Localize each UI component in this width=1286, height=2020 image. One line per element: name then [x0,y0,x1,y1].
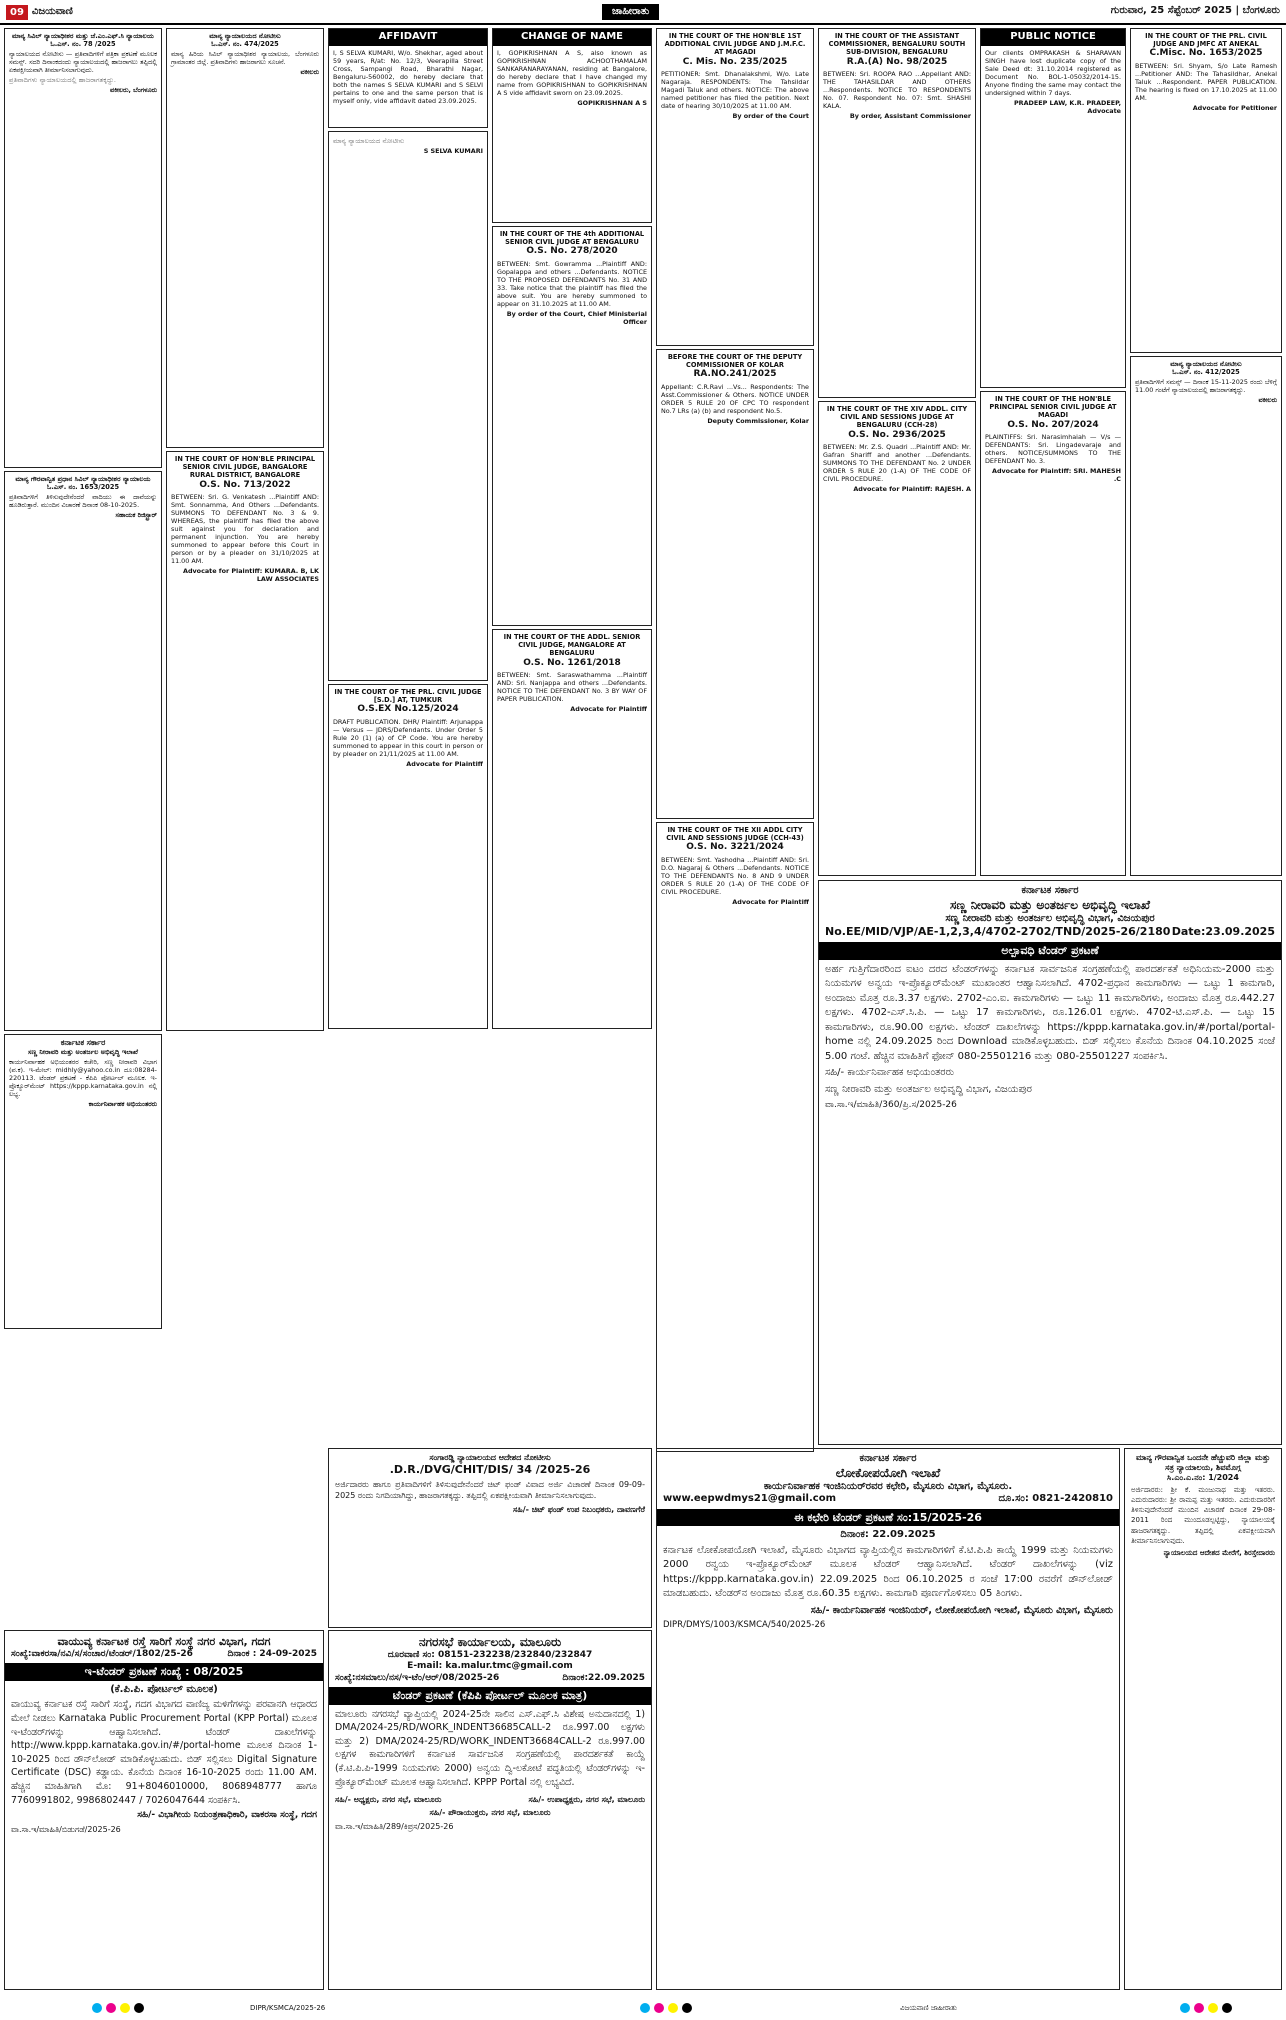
tender-office: ಕಾರ್ಯನಿರ್ವಾಹಕ ಇಂಜಿನಿಯರ್‌ರವರ ಕಛೇರಿ, ಮೈಸೂರು ವಿಭಾಗ, ಮೈಸೂರು. [763,1480,1013,1492]
tender-date: ದಿನಾಂಕ:22.09.2025 [562,1672,645,1683]
masthead-logo [6,4,73,20]
tender-ad [4,1034,162,1329]
notice-body: BETWEEN: Smt. Saraswathamma ...Plaintiff AND: Sri. Nanjappa and others ...Defendants. NOTICE TO THE DEFENDANT No. 3 BY WAY OF PAPER PUBLICATION. [497,670,647,703]
notice-ad [818,401,976,876]
black-mark-icon [682,2003,692,2013]
notice-filler: ಮಾನ್ಯ ನ್ಯಾಯಾಲಯದ ನೋಟೀಸು [333,137,405,145]
tender-signature: ಸಹಿ/- ಕಾರ್ಯನಿರ್ವಾಹಕ ಇಂಜಿನಿಯರ್, ಲೋಕೋಪಯೋಗಿ ಇಲಾಖೆ, ಮೈಸೂರು ವಿಭಾಗ, ಮೈಸೂರು [810,1604,1113,1616]
column-7 [980,28,1126,879]
tender-banner: ಇ-ಟೆಂಡರ್ ಪ್ರಕಟಣೆ ಸಂಖ್ಯೆ : 08/2025 [5,1663,323,1681]
notice-body: PETITIONER: Smt. Dhanalakshmi, W/o. Late Nagaraja. RESPONDENTS: The Tahsildar Magadi Taluk and others. NOTICE: The above named petitioner has filed the petition. Next date of hearing 30/10/2025 at 11.00 AM. [661,69,809,110]
notice-body: I, GOPIKRISHNAN A S, also known as GOPIKRISHNAN ACHOOTHAMALAM SANKARANARAYANAN, residing at Bangalore, do hereby declare that I have changed my name from GOPIKRISHNAN to GOPIKRISHNAN A S vide affidavit sworn on 23.09.2025. [497,48,647,97]
notice-case-number: ಓ.ಎಸ್. ನಂ. 1653/2025 [46,483,120,492]
tender-signature: ಸಹಿ/- ವಿಭಾಗೀಯ ನಿಯಂತ್ರಣಾಧಿಕಾರಿ, ವಾಕರಸಾ ಸಂಸ್ಥೆ, ಗದಗ [137,1810,317,1821]
notice-case-number: O.S. No. 713/2022 [199,479,291,490]
tender-ref-row [11,1649,317,1660]
tender-department: ಲೋಕೋಪಯೋಗಿ ಇಲಾಖೆ [835,1465,941,1480]
notice-body: BETWEEN: Smt. Gowramma ...Plaintiff AND: Gopalappa and others ...Defendants. NOTICE TO THE PROPOSED DEFENDANTS No. 31 AND 33. Take notice that the plaintiff has filed the above suit. You are hereby summoned to appear on 31.10.2025 at 11.00 AM. [497,259,647,308]
masthead-rule [0,23,1286,25]
notice-case-number: O.S. No. 278/2020 [526,246,618,257]
tender-date: ದಿನಾಂಕ : 24-09-2025 [227,1648,317,1659]
tender-email: www.eepwdmys21@gmail.com [663,1493,836,1504]
tender-phone: ದೂರವಾಣಿ ಸಂ: 08151-232238/232840/232847 [387,1650,593,1660]
tender-signatures [335,1795,645,1805]
court-notice-shivamogga [1124,1448,1282,1990]
notice-title: IN THE COURT OF THE PRL. CIVIL JUDGE AND JMFC AT ANEKAL [1145,32,1267,49]
tender-date: ದಿನಾಂಕ: 22.09.2025 [840,1529,936,1541]
notice-body: ಪ್ರತಿವಾದಿಗಳಿಗೆ ಸಮನ್ಸ್ — ದಿನಾಂಕ 15-11-2025 ರಂದು ಬೆಳಿಗ್ಗೆ 11.00 ಗಂಟೆಗೆ ನ್ಯಾಯಾಲಯದಲ್ಲಿ ಹಾಜರಾಗತಕ್ಕದ್ದು. [1135,378,1277,395]
notice-signature: Advocate for Plaintiff [732,897,809,906]
notice-body: Appellant: C.R.Ravi ...Vs... Respondents: The Asst.Commissioner & Others. NOTICE UNDER ORDER 5 RULE 20 OF CPC TO respondent No.7 LRs (a) (b) and respondent No.5. [661,382,809,415]
notice-ad [166,28,324,448]
issue-date: ಗುರುವಾರ, 25 ಸೆಪ್ಟೆಂಬರ್ 2025 [1110,5,1233,16]
notice-signature: ಕಾರ್ಯನಿರ್ವಾಹಕ ಅಭಿಯಂತರರು [88,1099,157,1108]
notice-title: ಕರ್ನಾಟಕ ಸರ್ಕಾರ [60,1038,106,1047]
notice-body: BETWEEN: Mr. Z.S. Quadri ...Plaintiff AND: Mr. Gafran Shariff and another ...Defendants. SUMMONS TO THE DEFENDANT No. 2 UNDER ORDER 5 RULE 20 (1-A) OF THE CODE OF CIVIL PROCEDURE. [823,442,971,483]
tender-office: ಸಣ್ಣ ನೀರಾವರಿ ಮತ್ತು ಅಂತರ್ಜಲ ಅಭಿವೃದ್ಧಿ ವಿಭಾಗ, ವಿಜಯಪುರ [945,912,1155,924]
tender-gov: ಕರ್ನಾಟಕ ಸರ್ಕಾರ [1021,885,1079,896]
notice-department: ಸಣ್ಣ ನೀರಾವರಿ ಮತ್ತು ಅಂತರ್ಜಲ ಅಭಿವೃದ್ಧಿ ಇಲಾಖೆ [28,1047,138,1056]
notice-ad [818,28,976,398]
notice-signature: Advocate for Plaintiff: SRI. MAHESH .C [992,466,1121,483]
court-title: ಸಂಗಾರಡ್ಡಿ ನ್ಯಾಯಾಲಯದ ಆದೇಶದ ನೋಟೀಸು [429,1453,551,1462]
tender-ref: ಸಂಖ್ಯೆ:ನಸಮಾಲು/ನಸ/ಇ-ಟೆಂ/ಆರ್/08/2025-26 [335,1672,500,1683]
notice-title: CHANGE OF NAME [493,29,651,46]
notice-body: BETWEEN: Sri. G. Venkatesh ...Plaintiff AND: Smt. Sonnamma, And Others ...Defendants. SUMMONS TO DEFENDANT No. 3 & 9. WHEREAS, the plaintiff has filed the above suit against you for declaration and permanent injunction. You are hereby summoned to appear before this Court in person or by a pleader on 31/10/2025 at 11.00 AM. [171,492,319,565]
notice-signature: Advocate for Plaintiff [406,759,483,768]
notice-case-number: O.S. No. 3221/2024 [686,842,784,853]
notice-ad [656,822,814,1452]
notice-title: IN THE COURT OF THE ASSISTANT COMMISSIONER, BENGALURU SOUTH SUB-DIVISION, BENGALURU [828,32,966,57]
footer-mark-left: DIPR/KSMCA/2025-26 [250,2004,326,2012]
notice-title: ಮಾನ್ಯ ನ್ಯಾಯಾಲಯದ ನೋಟೀಸು [1170,360,1242,368]
page-number: 09 [6,5,28,20]
notice-body: ಕಾರ್ಯನಿರ್ವಾಹಕ ಅಭಿಯಂತರರ ಕಚೇರಿ, ಸಣ್ಣ ನೀರಾವರಿ ವಿಭಾಗ (ಪ.ಕ). ಇ-ಮೇಲ್: midhly@yahoo.co.in ದೂ:08284-220113. ಟೆಂಡರ್ ಪ್ರಕಟಣೆ - ಕೆಪಿಪಿ ಪೋರ್ಟಲ್ ಮೂಲಕ. ಇ-ಪ್ರೊಕ್ಯೂರ್‌ಮೆಂಟ್ https://kppp.karnataka.gov.in ನಲ್ಲಿ ಲಭ್ಯ. [9,1057,157,1098]
tender-ad-malur [328,1630,652,1990]
notice-ad [4,28,162,468]
column-8 [1130,28,1282,879]
notice-ad [980,391,1126,876]
notice-body: ಮಾನ್ಯ ಹಿರಿಯ ಸಿವಿಲ್ ನ್ಯಾಯಾಧೀಶರ ನ್ಯಾಯಾಲಯ, ಬೆಂಗಳೂರು ಗ್ರಾಮಾಂತರ ಜಿಲ್ಲೆ. ಪ್ರತಿವಾದಿಗಳು ಹಾಜರಾಗಲು ಸೂಚನೆ. [171,50,319,67]
notice-ad [492,629,652,1029]
tender-signature: ಸಹಿ/- ಉಪಾಧ್ಯಕ್ಷರು, ನಗರ ಸಭೆ, ಮಾಲೂರು [528,1795,645,1805]
column-6 [818,28,976,879]
notice-body: ನ್ಯಾಯಾಲಯದ ನೋಟೀಸು — ಪ್ರತಿವಾದಿಗಳಿಗೆ ಪತ್ರಿಕಾ ಪ್ರಕಟಣೆ ಮೂಲಕ ಸಮನ್ಸ್. ಸದರಿ ದಿನಾಂಕದಂದು ನ್ಯಾಯಾಲಯದಲ್ಲಿ ಹಾಜರಾಗಲು ತಪ್ಪಿದಲ್ಲಿ ಏಕಪಕ್ಷೀಯವಾಗಿ ತೀರ್ಮಾನಿಸಲಾಗುವುದು. [9,50,157,75]
notice-ad [1130,28,1282,353]
court-title: ಮಾನ್ಯ ಗೌರವಾನ್ವಿತ ಒಂದನೇ ಹೆಚ್ಚುವರಿ ಜಿಲ್ಲಾ ಮತ್ತು ಸತ್ರ ನ್ಯಾಯಾಲಯ, ಶಿವಮೊಗ್ಗ [1135,1453,1271,1472]
court-body: ಅರ್ಜಿದಾರರು: ಶ್ರೀ ಕೆ. ಮಂಜುನಾಥ ಮತ್ತು ಇತರರು. ಎದುರುದಾರರು: ಶ್ರೀ ರಾಮಪ್ಪ ಮತ್ತು ಇತರರು. ಎದುರುದಾರರಿಗೆ ತಿಳಿಸುವುದೇನೆಂದರೆ ಮುಂದಿನ ವಿಚಾರಣೆ ದಿನಾಂಕ 29-08-2011 ರಿಂದ ಮುಂದೂಡಲ್ಪಟ್ಟಿದ್ದು, ನ್ಯಾಯಾಲಯಕ್ಕೆ ಹಾಜರಾಗತಕ್ಕದ್ದು. ತಪ್ಪಿದಲ್ಲಿ ಏಕಪಕ್ಷೀಯವಾಗಿ ತೀರ್ಮಾನಿಸಲಾಗುವುದು. [1131,1486,1275,1545]
notice-body: ಪ್ರತಿವಾದಿಗಳಿಗೆ ತಿಳಿಸುವುದೇನೆಂದರೆ ವಾದಿಯು ಈ ದಾವೆಯನ್ನು ಹೂಡಿರುತ್ತಾರೆ. ಮುಂದಿನ ವಿಚಾರಣೆ ದಿನಾಂಕ 08-10-2025. [9,493,157,510]
tender-ref-row [825,925,1275,939]
tender-code: ವಾ.ಸಾ.ಇ/ಮಾಹಿತಿ/ಬಿಡುಗಡೆ/2025-26 [11,1825,121,1835]
notice-title: IN THE COURT OF THE XII ADDL CITY CIVIL AND SESSIONS JUDGE (CCH-43) [666,826,804,843]
tender-ad-gadag [4,1630,324,1990]
tender-code: DIPR/DMYS/1003/KSMCA/540/2025-26 [663,1620,826,1631]
notice-case-number: O.S. No. 2936/2025 [848,429,946,440]
notice-ad [4,471,162,1031]
column-4 [492,28,652,1032]
tender-body: ಅರ್ಹ ಗುತ್ತಿಗೆದಾರರಿಂದ ಐಟಂ ದರದ ಟೆಂಡರ್‌ಗಳನ್ನು ಕರ್ನಾಟಕ ಸಾರ್ವಜನಿಕ ಸಂಗ್ರಹಣೆಯಲ್ಲಿ ಪಾರದರ್ಶಕತೆ ಅಧಿನಿಯಮ-2000 ಮತ್ತು ನಿಯಮಗಳ ಅನ್ವಯ ಇ-ಪ್ರೊಕ್ಯೂರ್‌ಮೆಂಟ್ ಮುಖಾಂತರ ಆಹ್ವಾನಿಸಲಾಗಿದೆ. 4702-ಪ್ರಧಾನ ಕಾಮಗಾರಿಗಳು — ಒಟ್ಟು 1 ಕಾಮಗಾರಿ, ಅಂದಾಜು ಮೊತ್ತ ರೂ.3.37 ಲಕ್ಷಗಳು. 2702-ಎಂ.ಐ. ಕಾಮಗಾರಿಗಳು — ಒಟ್ಟು 11 ಕಾಮಗಾರಿಗಳು, ಅಂದಾಜು ಮೊತ್ತ ರೂ.442.27 ಲಕ್ಷಗಳು. 4702-ಎಸ್.ಸಿ.ಪಿ. — ಒಟ್ಟು 17 ಕಾಮಗಾರಿಗಳು, ರೂ.126.01 ಲಕ್ಷಗಳು. 4702-ಟಿ.ಎಸ್.ಪಿ. — ಒಟ್ಟು 15 ಕಾಮಗಾರಿಗಳು, ರೂ.90.00 ಲಕ್ಷಗಳು. ಟೆಂಡರ್ ದಾಖಲೆಗಳನ್ನು https://kppp.karnataka.gov.in/#/portal/portal-home ನಲ್ಲಿ 24.09.2025 ರಿಂದ Download ಮಾಡಿಕೊಳ್ಳಬಹುದು. ಬಿಡ್ ಸಲ್ಲಿಸಲು ಕೊನೆಯ ದಿನಾಂಕ 04.10.2025 ಸಂಜೆ 5.00 ಗಂಟೆ. ಹೆಚ್ಚಿನ ಮಾಹಿತಿಗೆ ಫೋನ್ 080-25501216 ಮತ್ತು 080-25501227 ಸಂಪರ್ಕಿಸಿ. [825,963,1275,1062]
affidavit-ad [328,28,488,128]
tender-signature: ಸಹಿ/- ಕಾರ್ಯನಿರ್ವಾಹಕ ಅಭಿಯಂತರರು [825,1067,955,1078]
yellow-mark-icon [120,2003,130,2013]
tender-banner: ಅಲ್ಪಾವಧಿ ಟೆಂಡರ್ ಪ್ರಕಟಣೆ [819,942,1281,960]
tender-department: ಸಣ್ಣ ನೀರಾವರಿ ಮತ್ತು ಅಂತರ್ಜಲ ಅಭಿವೃದ್ಧಿ ಇಲಾಖೆ [949,897,1151,912]
notice-ad [1130,356,1282,876]
notice-case-number: C. Mis. No. 235/2025 [682,56,788,67]
tender-banner: ಈ ಕಛೇರಿ ಟೆಂಡರ್ ಪ್ರಕಟಣೆ ಸಂ:15/2025-26 [657,1509,1119,1527]
newspaper-name: ವಿಜಯವಾಣಿ [31,5,73,17]
notice-body: BETWEEN: Sri. ROOPA RAO ...Appellant AND: THE TAHASILDAR AND OTHERS ...Respondents. NOTICE TO RESPONDENTS No. 07. Respondent No. 07: Smt. SHASHI KALA. [823,69,971,110]
notice-title: BEFORE THE COURT OF THE DEPUTY COMMISSIONER OF KOLAR [667,353,803,370]
notice-body: DRAFT PUBLICATION. DHR/ Plaintiff: Arjunappa — Versus — JDRS/Defendants. Under Order 5 Rule 20 (1) (a) of CP Code. You are hereby summoned to appear in this court in person or by pleader on 21/11/2025 at 11.00 AM. [333,717,483,758]
notice-case-number: O.S. No. 1261/2018 [523,657,621,668]
court-body: ಅರ್ಜಿದಾರರು ಹಾಗೂ ಪ್ರತಿವಾದಿಗಳಿಗೆ ತಿಳಿಸುವುದೇನೆಂದರೆ ಚಿಟ್ ಫಂಡ್ ವಿವಾದ ಅರ್ಜಿ ವಿಚಾರಣೆ ದಿನಾಂಕ 09-09-2025 ರಂದು ನಿಗದಿಯಾಗಿದ್ದು, ಹಾಜರಾಗತಕ್ಕದ್ದು. ತಪ್ಪಿದಲ್ಲಿ ಏಕಪಕ್ಷೀಯವಾಗಿ ತೀರ್ಮಾನಿಸಲಾಗುವುದು. [335,1479,645,1501]
tender-subtitle: (ಕೆ.ಪಿ.ಪಿ. ಪೋರ್ಟಲ್ ಮೂಲಕ) [110,1683,218,1695]
tender-phone: ದೂ.ಸಂ: 0821-2420810 [998,1493,1113,1504]
footer-mark-right: ವಿಜಯವಾಣಿ ಜಾಹೀರಾತು [900,2004,957,2012]
notice-title: IN THE COURT OF THE XIV ADDL. CITY CIVIL AND SESSIONS JUDGE AT BENGALURU (CCH-28) [826,405,968,430]
yellow-mark-icon [668,2003,678,2013]
tender-ref-row [335,1673,645,1684]
notice-title: IN THE COURT OF HON'BLE PRINCIPAL SENIOR CIVIL JUDGE, BANGALORE RURAL DISTRICT, BANGALORE [174,455,316,480]
court-case-number: ಸಿ.ಎಂ.ಎ.ನಂ: 1/2024 [1167,1473,1239,1482]
notice-ad [328,131,488,681]
notice-signature: GOPIKRISHNAN A S [577,98,647,107]
masthead [0,0,1286,24]
registration-marks-center [640,2003,692,2013]
notice-title: AFFIDAVIT [329,29,487,46]
notice-signature: Advocate for Plaintiff: RAJESH. A [853,484,971,493]
tender-body: ಕರ್ನಾಟಕ ಲೋಕೋಪಯೋಗಿ ಇಲಾಖೆ, ಮೈಸೂರು ವಿಭಾಗದ ವ್ಯಾಪ್ತಿಯಲ್ಲಿನ ಕಾಮಗಾರಿಗಳಿಗೆ ಕೆ.ಟಿ.ಪಿ.ಪಿ ಕಾಯ್ದೆ 1999 ಮತ್ತು ನಿಯಮಗಳು 2000 ರನ್ವಯ ಇ-ಪ್ರೊಕ್ಯೂರ್‌ಮೆಂಟ್ ಮೂಲಕ ಟೆಂಡರ್ ಆಹ್ವಾನಿಸಲಾಗಿದೆ. ಟೆಂಡರ್ ದಾಖಲೆಗಳನ್ನು (viz https://kppp.karnataka.gov.in) 22.09.2025 ರಿಂದ 06.10.2025 ರ ಸಂಜೆ 17:00 ರವರೆಗೆ ಡೌನ್‌ಲೋಡ್ ಮಾಡಬಹುದು. ಟೆಂಡರ್‌ನ ಅಂದಾಜು ಮೊತ್ತ ರೂ.60.35 ಲಕ್ಷಗಳು. ಕಾಮಗಾರಿ ಪೂರ್ಣಗೊಳಿಸಲು 05 ತಿಂಗಳು. [663,1544,1113,1600]
notice-title: IN THE COURT OF THE PRL. CIVIL JUDGE [S.D.] AT, TUMKUR [334,688,482,705]
tender-banner: ಟೆಂಡರ್ ಪ್ರಕಟಣೆ (ಕೆಪಿಪಿ ಪೋರ್ಟಲ್ ಮೂಲಕ ಮಾತ್ರ) [329,1687,651,1705]
court-signature: ನ್ಯಾಯಾಲಯದ ಆದೇಶದ ಮೇರೆಗೆ, ಶಿರಸ್ತೇದಾರರು [1163,1548,1275,1557]
column-3 [328,28,488,1032]
tender-signature: ಸಹಿ/- ಅಧ್ಯಕ್ಷರು, ನಗರ ಸಭೆ, ಮಾಲೂರು [335,1795,442,1805]
name-change-ad [492,28,652,223]
notice-title: IN THE COURT OF THE 4th ADDITIONAL SENIOR CIVIL JUDGE AT BENGALURU [499,230,645,247]
tender-body: ಮಾಲೂರು ನಗರಸಭೆ ವ್ಯಾಪ್ತಿಯಲ್ಲಿ 2024-25ನೇ ಸಾಲಿನ ಎಸ್.ಎಫ್.ಸಿ ವಿಶೇಷ ಅನುದಾನದಲ್ಲಿ 1) DMA/2024-25/RD/WORK_INDENT36685CALL-2 ರೂ.997.00 ಲಕ್ಷಗಳು ಮತ್ತು 2) DMA/2024-25/RD/WORK_INDENT36684CALL-2 ರೂ.997.00 ಲಕ್ಷಗಳ ಕಾಮಗಾರಿಗಳಿಗೆ ಕರ್ನಾಟಕ ಸಾರ್ವಜನಿಕ ಸಂಗ್ರಹಣೆಯಲ್ಲಿ ಪಾರದರ್ಶಕತೆ ಕಾಯ್ದೆ (ಕೆ.ಟಿ.ಪಿ.ಪಿ-1999 ನಿಯಮಗಳು 2000) ಅನ್ವಯ ದ್ವಿ-ಲಕೋಟೆ ಪದ್ಧತಿಯಲ್ಲಿ ಟೆಂಡರ್‌ಗಳನ್ನು ಇ-ಪ್ರೊಕ್ಯೂರ್‌ಮೆಂಟ್ ಮೂಲಕ ಆಹ್ವಾನಿಸಲಾಗಿದೆ. KPPP Portal ನಲ್ಲಿ ಲಭ್ಯವಿದೆ. [335,1708,645,1788]
notice-ad [328,684,488,1029]
tender-ad-mysuru [656,1448,1120,1990]
notice-case-number: ಓ.ಎಸ್. ನಂ. 412/2025 [1172,368,1240,377]
cyan-mark-icon [1180,2003,1190,2013]
notice-body: Our clients OMPRAKASH & SHARAVAN SINGH have lost duplicate copy of the Sale Deed dt: 31.10.2014 registered as Document No. BOL-1-05032/2014-15. Anyone finding the same may contact the undersigned within 7 days. [985,48,1121,97]
black-mark-icon [1222,2003,1232,2013]
notice-case-number: RA.NO.241/2025 [693,369,777,380]
notice-title: IN THE COURT OF THE HON'BLE PRINCIPAL SENIOR CIVIL JUDGE AT MAGADI [989,395,1117,420]
court-ref: .D.R./DVG/CHIT/DIS/ 34 /2025-26 [389,1463,591,1476]
column-2 [166,28,324,1034]
notice-signature: ಸಹಾಯಕ ರಿಜಿಸ್ಟ್ರಾರ್ [115,511,157,520]
tender-body: ವಾಯುವ್ಯ ಕರ್ನಾಟಕ ರಸ್ತೆ ಸಾರಿಗೆ ಸಂಸ್ಥೆ, ಗದಗ ವಿಭಾಗದ ವಾಣಿಜ್ಯ ಮಳಿಗೆಗಳನ್ನು ಪರವಾನಗಿ ಆಧಾರದ ಮೇಲೆ ನೀಡಲು Karnataka Public Procurement Portal (KPP Portal) ಮೂಲಕ ಇ-ಟೆಂಡರ್‌ಗಳನ್ನು ಆಹ್ವಾನಿಸಲಾಗಿದೆ. ಟೆಂಡರ್ ದಾಖಲೆಗಳನ್ನು http://www.kppp.karnataka.gov.in/#/portal-home ಮೂಲಕ ದಿನಾಂಕ 1-10-2025 ರಿಂದ ಡೌನ್‌ಲೋಡ್ ಮಾಡಿಕೊಳ್ಳಬಹುದು. ಬಿಡ್ ಸಲ್ಲಿಸಲು Digital Signature Certificate (DSC) ಕಡ್ಡಾಯ. ಕೊನೆಯ ದಿನಾಂಕ 16-10-2025 ರಂದು 11.00 AM. ಹೆಚ್ಚಿನ ಮಾಹಿತಿಗಾಗಿ ಮೊ: 91+8046010000, 8068948777 ಹಾಗೂ 7760991802, 9986802447 / 7026047644 ಸಂಪರ್ಕಿಸಿ. [11,1699,317,1806]
tender-gov: ಕರ್ನಾಟಕ ಸರ್ಕಾರ [859,1453,917,1464]
notice-ad [492,226,652,626]
notice-case-number: O.S.EX No.125/2024 [357,704,459,715]
tender-signature: ಸಹಿ/- ಪೌರಾಯುಕ್ತರು, ನಗರ ಸಭೆ, ಮಾಲೂರು [429,1808,551,1818]
notice-signature: Advocate for Petitioner [1192,103,1277,112]
notice-ad [656,349,814,819]
notice-body: PLAINTIFFS: Sri. Narasimhaiah — V/s — DEFENDANTS: Sri. Lingadevaraje and others. NOTICE/SUMMONS TO THE DEFENDANT No. 3. [985,432,1121,465]
notice-title: ಮಾನ್ಯ ನ್ಯಾಯಾಲಯದ ನೋಟೀಸು [209,32,281,40]
tender-office: ನಗರಸಭೆ ಕಾರ್ಯಾಲಯ, ಮಾಲೂರು [418,1635,562,1649]
notice-signature: ವಕೀಲರು [300,68,319,77]
public-notice-ad [980,28,1126,388]
notice-signature: Advocate for Plaintiff: KUMARA. B, LK LAW ASSOCIATES [183,566,319,583]
masthead-date: ಗುರುವಾರ, 25 ಸೆಪ್ಟೆಂಬರ್ 2025 | ಬೆಂಗಳೂರು [1110,5,1280,16]
notice-ad [656,28,814,346]
notice-signature: By order of the Court, Chief Ministerial Officer [506,309,647,326]
tender-code: ವಾ.ಸಾ.ಇ/ಮಾಹಿತಿ/289/ಕಿಪ್ರಸ/2025-26 [335,1821,454,1831]
tender-signature-office: ಸಣ್ಣ ನೀರಾವರಿ ಮತ್ತು ಅಂತರ್ಜಲ ಅಭಿವೃದ್ಧಿ ವಿಭಾಗ, ವಿಜಯಪುರ [825,1083,1032,1095]
magenta-mark-icon [106,2003,116,2013]
magenta-mark-icon [654,2003,664,2013]
notice-body: BETWEEN: Sri. Shyam, S/o Late Ramesh ...Petitioner AND: The Tahasildhar, Anekal Taluk ...Respondent. PAPER PUBLICATION. The hearing is fixed on 17.10.2025 at 11.00 AM. [1135,61,1277,102]
tender-ad-vijayapura [818,880,1282,1445]
notice-signature: ವಕೀಲರು, ಬೆಂಗಳೂರು [109,86,157,95]
notice-filler: ಪ್ರತಿವಾದಿಗಳು ನ್ಯಾಯಾಲಯದಲ್ಲಿ ಹಾಜರಾಗತಕ್ಕದ್ದು. [9,76,117,85]
tender-ref: No.EE/MID/VJP/AE-1,2,3,4/4702-2702/TND/2025-26/2180 [825,925,1171,938]
notice-case-number: C.Misc. No. 1653/2025 [1149,48,1263,59]
notice-signature: Advocate for Plaintiff [570,704,647,713]
notice-case-number: ಓ.ಎಸ್. ನಂ. 78 /2025 [50,40,116,49]
tender-ref: ಸಂಖ್ಯೆ:ವಾಕರಸಾ/ನವಿ/ಸ/ಸಂಚಾರ/ಟೆಂಡರ್/1802/25-26 [11,1648,193,1659]
notice-title: PUBLIC NOTICE [981,29,1125,46]
notice-case-number: O.S. No. 207/2024 [1007,419,1099,430]
registration-marks-right [1180,2003,1232,2013]
notice-ad [166,451,324,1031]
notice-title: IN THE COURT OF THE HON'BLE 1ST ADDITIONAL CIVIL JUDGE AND J.M.F.C. AT MAGADI [664,32,806,57]
notice-signature: ವಕೀಲರು [1258,396,1277,405]
notice-title: IN THE COURT OF THE ADDL. SENIOR CIVIL JUDGE, MANGALORE AT BENGALURU [503,633,641,658]
notice-title: ಮಾನ್ಯ ಗೌರವಾನ್ವಿತ ಪ್ರಧಾನ ಸಿವಿಲ್ ನ್ಯಾಯಾಧೀಶರ ನ್ಯಾಯಾಲಯ [15,475,151,483]
notice-signature: PRADEEP LAW, K.R. PRADEEP, Advocate [1014,98,1121,115]
notice-signature: Deputy Commissioner, Kolar [707,416,809,425]
notice-signature: S SELVA KUMARI [423,147,483,155]
tender-office: ವಾಯುವ್ಯ ಕರ್ನಾಟಕ ರಸ್ತೆ ಸಾರಿಗೆ ಸಂಸ್ಥೆ ನಗರ ವಿಭಾಗ, ಗದಗ [57,1635,271,1648]
column-5 [656,28,814,1455]
notice-body: I, S SELVA KUMARI, W/o. Shekhar, aged about 59 years, R/at: No. 12/3, Veerapilla Street Cross, Sampangi Road, Bharathi Nagar, Bengaluru-560002, do hereby declare that both the names S SELVA KUMARI and S SELVI pertains to one and the same person that is myself only, vide affidavit dated 23.09.2025. [333,48,483,105]
notice-body: BETWEEN: Smt. Yashodha ...Plaintiff AND: Sri. D.O. Nagaraj & Others ...Defendants. NOTICE TO THE DEFENDANTS No. 8 AND 9 UNDER ORDER 5 RULE 20 (1-A) OF THE CODE OF CIVIL PROCEDURE. [661,855,809,896]
yellow-mark-icon [1208,2003,1218,2013]
notice-signature: By order, Assistant Commissioner [849,111,971,120]
notice-signature: By order of the Court [732,111,809,120]
registration-marks-left [92,2003,144,2013]
cyan-mark-icon [640,2003,650,2013]
edition-city: ಬೆಂಗಳೂರು [1242,5,1280,16]
tender-email: E-mail: ka.malur.tmc@gmail.com [407,1661,573,1672]
cyan-mark-icon [92,2003,102,2013]
chit-court-notice [328,1448,652,1628]
footer [0,1998,1286,2020]
tender-date: Date:23.09.2025 [1171,925,1275,938]
tender-contact-row [663,1493,1113,1506]
section-title: ಜಾಹೀರಾತು [602,4,659,20]
black-mark-icon [134,2003,144,2013]
notice-case-number: R.A.(A) No. 98/2025 [846,56,948,67]
notice-title: ಮಾನ್ಯ ಸಿವಿಲ್ ನ್ಯಾಯಾಧೀಶರ ಮತ್ತು ಜೆ.ಎಂ.ಎಫ್.ಸಿ ನ್ಯಾಯಾಲಯ [12,32,154,40]
court-signature: ಸಹಿ/- ಚಿಟ್ ಫಂಡ್ ಉಪ ನಿಬಂಧಕರು, ದಾವಣಗೆರೆ [512,1504,645,1514]
magenta-mark-icon [1194,2003,1204,2013]
tender-code: ವಾ.ಸಾ.ಇ/ಮಾಹಿತಿ/360/ಪ್ರಿ.ಸ/2025-26 [825,1100,957,1110]
column-1 [4,28,162,1332]
notice-case-number: ಓ.ಎಸ್. ನಂ. 474/2025 [211,40,279,49]
